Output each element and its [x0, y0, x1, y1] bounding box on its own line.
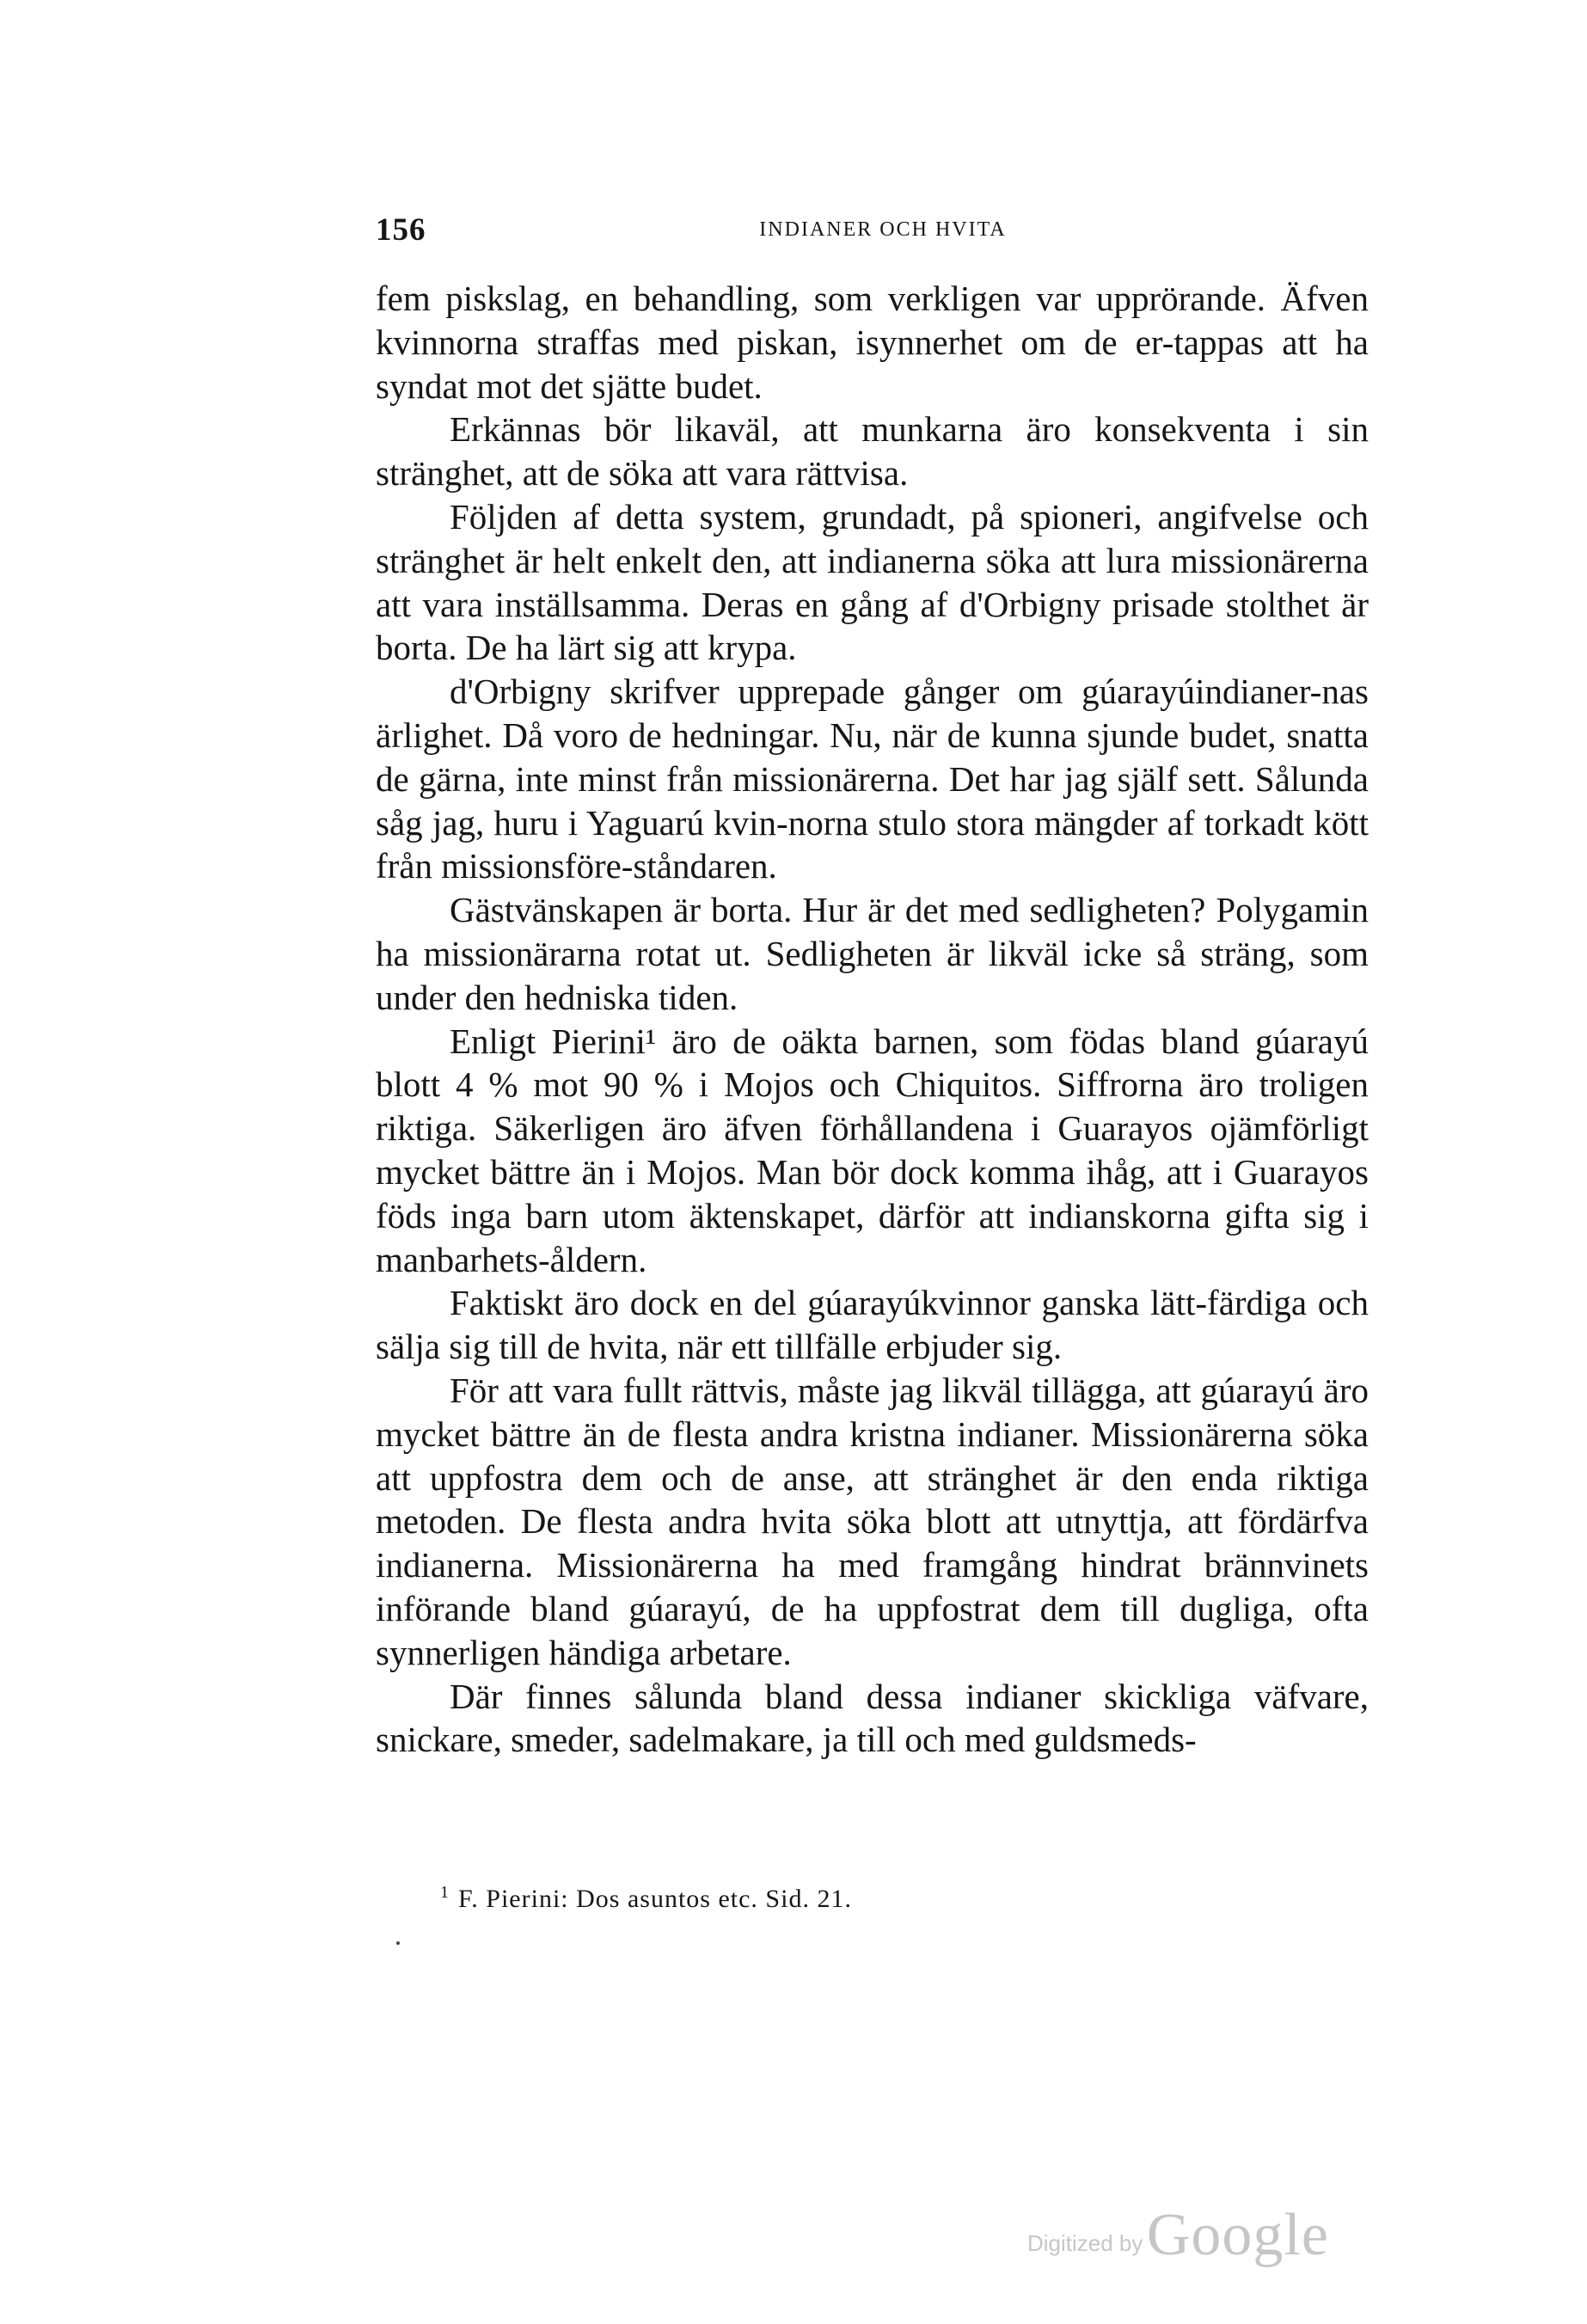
footnote-text: F. Pierini: Dos asuntos etc. Sid. 21. — [458, 1885, 852, 1913]
page-number: 156 — [376, 212, 426, 248]
footnote — [440, 1883, 852, 1914]
running-title: INDIANER OCH HVITA — [759, 218, 1007, 241]
paragraph: Faktiskt äro dock en del gúarayúkvinnor ganska lätt-färdiga och sälja sig till de hvita, när ett tillfälle erbjuder sig. — [376, 1283, 1369, 1367]
footnote-marker: 1 — [440, 1883, 450, 1902]
paragraph: fem piskslag, en behandling, som verkligen var upprörande. Äfven kvinnorna straffas med piskan, isynnerhet om de er-tappas att ha syndat mot det sjätte budet. — [376, 279, 1369, 406]
page-header — [376, 212, 1364, 254]
google-logo: Google — [1146, 2202, 1329, 2268]
print-speck — [396, 1941, 400, 1945]
paragraph: Där finnes sålunda bland dessa indianer skickliga väfvare, snickare, smeder, sadelmakare, ja till och med guldsmeds- — [376, 1676, 1369, 1760]
paragraph: d'Orbigny skrifver upprepade gånger om gúarayúindianer-nas ärlighet. Då voro de hedningar. Nu, när de kunna sjunde budet, snatta de gärna, inte minst från missionärerna. Det har jag själf sett. Sålunda såg jag, huru i Yaguarú kvin-norna stulo stora mängder af torkadt kött från missionsföre-ståndaren. — [376, 671, 1369, 886]
digitized-watermark — [1027, 2201, 1329, 2270]
body-text — [376, 277, 1369, 1762]
watermark-prefix: Digitized by — [1027, 2230, 1143, 2256]
paragraph: För att vara fullt rättvis, måste jag likväl tillägga, att gúarayú äro mycket bättre än de flesta andra kristna indianer. Missionärerna söka att uppfostra dem och de anse, att stränghet är den enda riktiga metoden. De flesta andra hvita söka blott att utnyttja, att fördärfva indianerna. Missionärerna ha med framgång hindrat brännvinets införande bland gúarayú, de ha uppfostrat dem till dugliga, ofta synnerligen händiga arbetare. — [376, 1370, 1369, 1672]
paragraph: Erkännas bör likaväl, att munkarna äro konsekventa i sin stränghet, att de söka att vara rättvisa. — [376, 409, 1369, 494]
paragraph: Gästvänskapen är borta. Hur är det med sedligheten? Polygamin ha missionärarna rotat ut. Sedligheten är likväl icke så sträng, som under den hedniska tiden. — [376, 890, 1369, 1017]
paragraph: Enligt Pierini¹ äro de oäkta barnen, som födas bland gúarayú blott 4 % mot 90 % i Mojos och Chiquitos. Siffrorna äro troligen riktiga. Säkerligen äro äfven förhållandena i Guarayos ojämförligt mycket bättre än i Mojos. Man bör dock komma ihåg, att i Guarayos föds inga barn utom äktenskapet, därför att indianskorna gifta sig i manbarhets-åldern. — [376, 1021, 1369, 1279]
paragraph: Följden af detta system, grundadt, på spioneri, angifvelse och stränghet är helt enkelt den, att indianerna söka att lura missionärerna att vara inställsamma. Deras en gång af d'Orbigny prisade stolthet är borta. De ha lärt sig att krypa. — [376, 496, 1369, 668]
